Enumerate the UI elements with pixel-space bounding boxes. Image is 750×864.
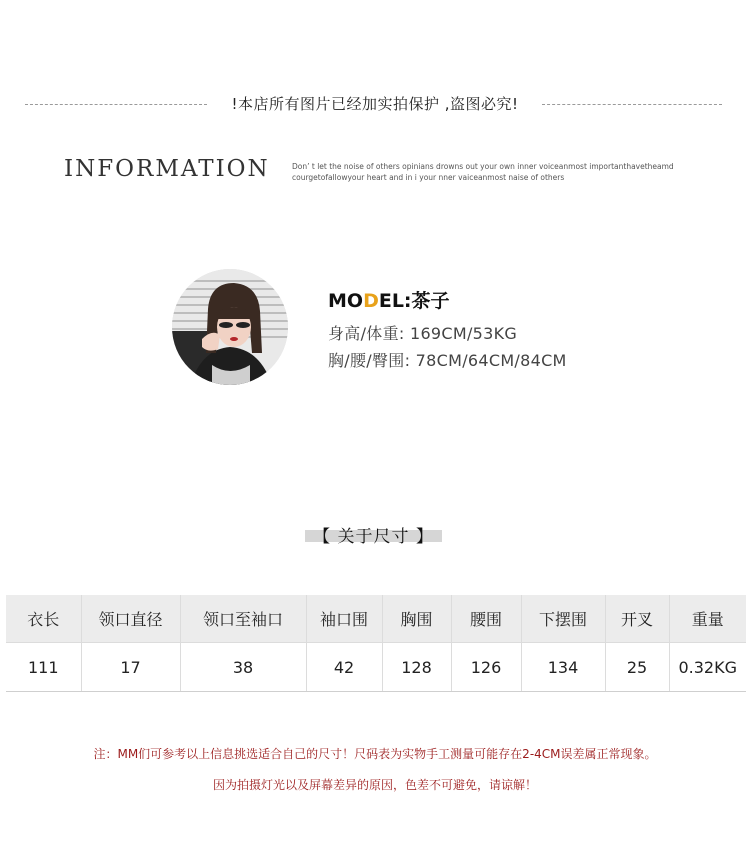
- value-cell: 126: [451, 643, 521, 692]
- model-height-weight: 身高/体重: 169CM/53KG: [328, 324, 518, 343]
- information-description: [292, 161, 712, 183]
- color-difference-note: 因为拍摄灯光以及屏幕差异的原因，色差不可避免，请谅解！: [212, 778, 537, 792]
- value-cell: 17: [81, 643, 180, 692]
- value-cell: 42: [306, 643, 382, 692]
- value-cell: 111: [6, 643, 81, 692]
- model-avatar: [172, 269, 288, 385]
- value-cell: 134: [521, 643, 605, 692]
- model-label-part-1: MO: [328, 290, 364, 312]
- header-cell: 领口直径: [81, 595, 180, 643]
- header-cell: 开叉: [605, 595, 669, 643]
- model-label-accent: D: [363, 290, 379, 312]
- size-section-title: 【 关于尺寸 】: [313, 527, 434, 547]
- size-table-row: [6, 643, 746, 692]
- size-table-header-row: [6, 595, 746, 643]
- header-cell: 袖口围: [306, 595, 382, 643]
- value-cell: 0.32KG: [669, 643, 746, 692]
- measurement-note: 注：MM们可参考以上信息挑选适合自己的尺寸！尺码表为实物手工测量可能存在2-4CM误差属正常现象。: [93, 747, 657, 761]
- divider-right: [542, 104, 722, 105]
- header-cell: 下摆围: [521, 595, 605, 643]
- model-portrait-graphic: [172, 269, 288, 385]
- value-cell: 128: [382, 643, 451, 692]
- information-description-line-2: courgetofallowyour heart and in i your nner vaiceanmost naise of others: [292, 173, 565, 182]
- header-cell: 领口至袖口: [180, 595, 306, 643]
- model-title: [328, 286, 450, 313]
- model-label-part-2: EL:: [378, 290, 412, 312]
- header-cell: 胸围: [382, 595, 451, 643]
- copyright-notice: !本店所有图片已经加实拍保护 ,盗图必究!: [231, 95, 519, 113]
- header-cell: 重量: [669, 595, 746, 643]
- size-table: [6, 595, 746, 692]
- information-description-line-1: Don’ t let the noise of others opinians drowns out your own inner voiceanmost importanthavetheamd: [292, 162, 674, 171]
- value-cell: 38: [180, 643, 306, 692]
- information-title: INFORMATION: [64, 156, 270, 182]
- header-cell: 腰围: [451, 595, 521, 643]
- model-measurements: 胸/腰/臀围: 78CM/64CM/84CM: [328, 351, 567, 370]
- value-cell: 25: [605, 643, 669, 692]
- model-name: 茶子: [411, 290, 450, 312]
- header-cell: 衣长: [6, 595, 81, 643]
